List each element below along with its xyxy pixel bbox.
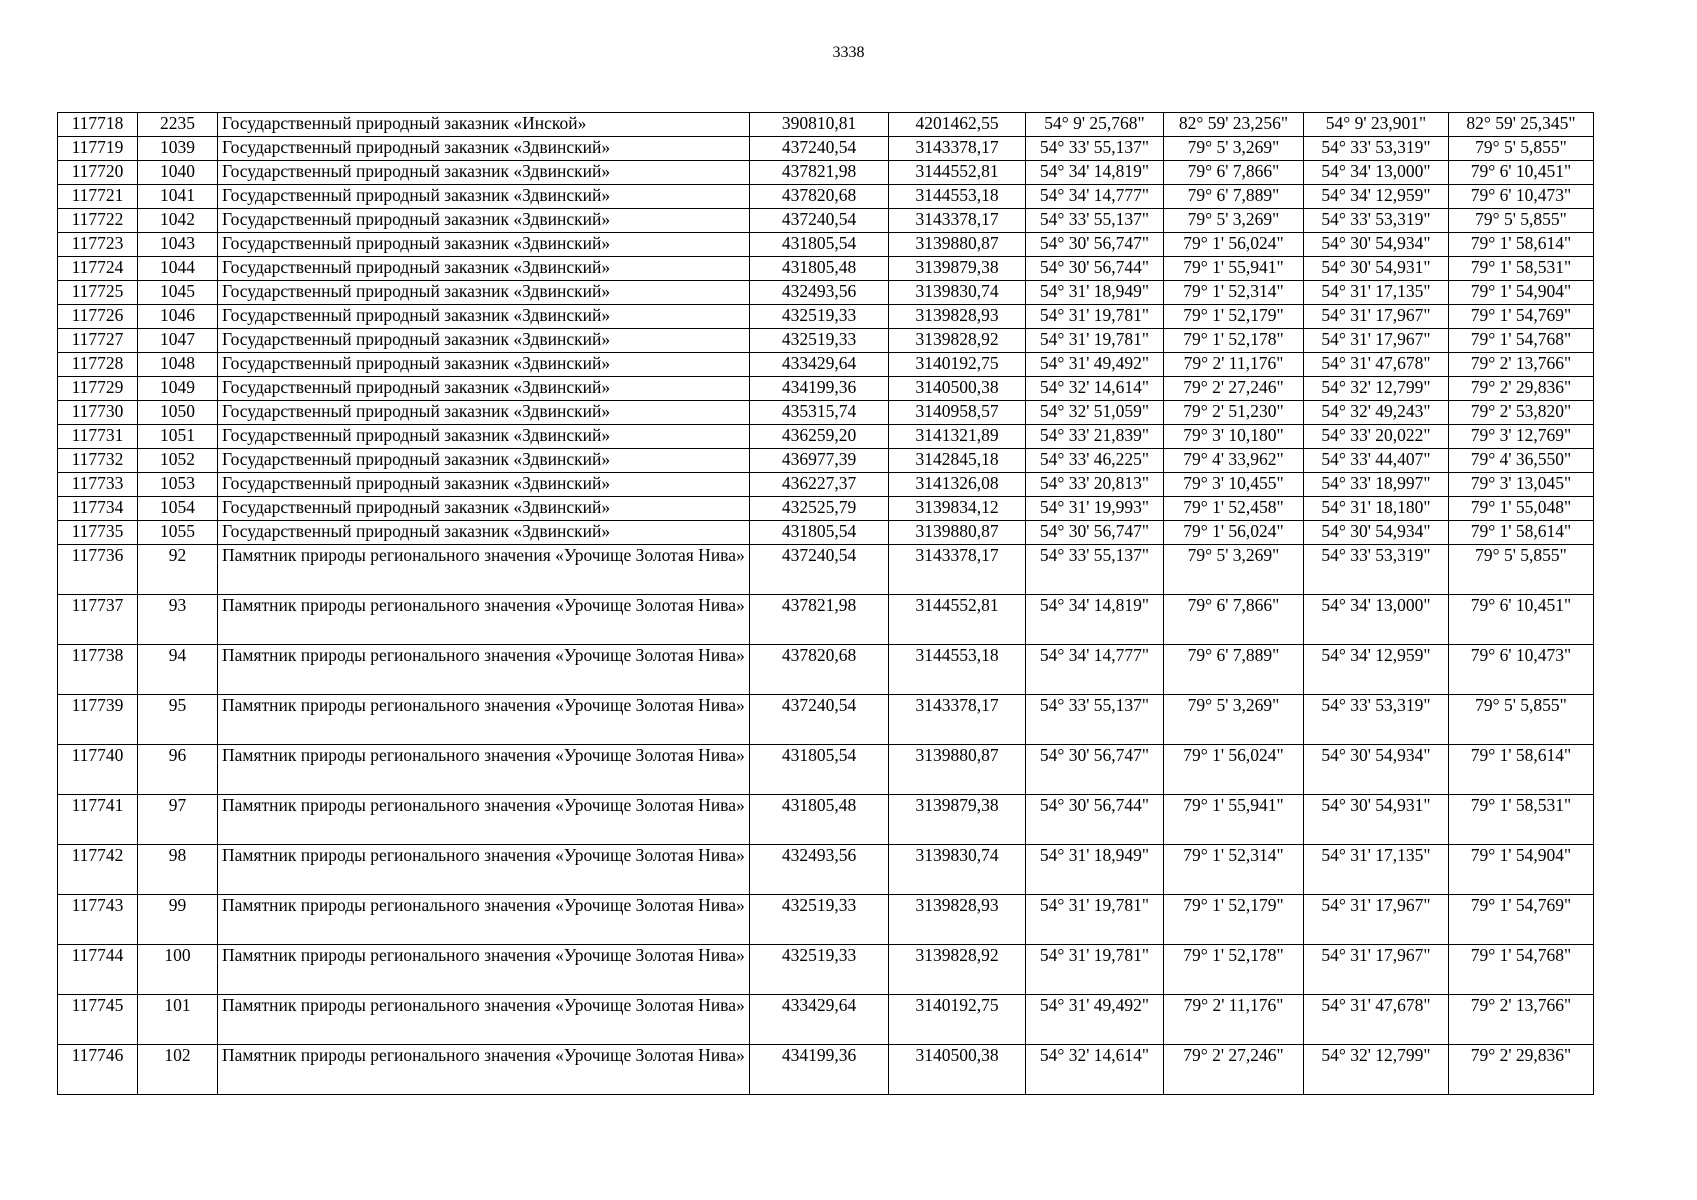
point-number-cell: 100 xyxy=(138,945,218,995)
latitude-1-cell: 54° 31' 19,781" xyxy=(1026,945,1164,995)
table-row xyxy=(58,449,1594,473)
x-coordinate-cell: 437820,68 xyxy=(750,185,889,209)
latitude-1-cell: 54° 31' 18,949" xyxy=(1026,845,1164,895)
table-row xyxy=(58,425,1594,449)
object-name-cell: Памятник природы регионального значения «Урочище Золотая Нива» xyxy=(218,595,750,645)
longitude-2-cell: 79° 5' 5,855" xyxy=(1449,137,1594,161)
table-row xyxy=(58,329,1594,353)
point-number-cell: 1048 xyxy=(138,353,218,377)
longitude-2-cell: 79° 1' 54,904" xyxy=(1449,281,1594,305)
x-coordinate-cell: 431805,48 xyxy=(750,795,889,845)
table-row xyxy=(58,521,1594,545)
object-id-cell: 117732 xyxy=(58,449,138,473)
table-row xyxy=(58,1045,1594,1095)
x-coordinate-cell: 437240,54 xyxy=(750,545,889,595)
latitude-1-cell: 54° 33' 46,225" xyxy=(1026,449,1164,473)
object-name-cell: Государственный природный заказник «Здвинский» xyxy=(218,233,750,257)
object-id-cell: 117740 xyxy=(58,745,138,795)
y-coordinate-cell: 3141321,89 xyxy=(889,425,1026,449)
longitude-2-cell: 79° 1' 58,531" xyxy=(1449,795,1594,845)
latitude-2-cell: 54° 32' 12,799" xyxy=(1304,377,1449,401)
object-name-cell: Государственный природный заказник «Здвинский» xyxy=(218,329,750,353)
x-coordinate-cell: 431805,54 xyxy=(750,521,889,545)
object-id-cell: 117745 xyxy=(58,995,138,1045)
x-coordinate-cell: 434199,36 xyxy=(750,1045,889,1095)
x-coordinate-cell: 434199,36 xyxy=(750,377,889,401)
longitude-2-cell: 79° 1' 58,614" xyxy=(1449,521,1594,545)
object-name-cell: Памятник природы регионального значения «Урочище Золотая Нива» xyxy=(218,795,750,845)
object-name-cell: Государственный природный заказник «Здвинский» xyxy=(218,209,750,233)
object-name-cell: Государственный природный заказник «Здвинский» xyxy=(218,305,750,329)
longitude-1-cell: 79° 3' 10,180" xyxy=(1164,425,1304,449)
point-number-cell: 101 xyxy=(138,995,218,1045)
x-coordinate-cell: 432519,33 xyxy=(750,895,889,945)
y-coordinate-cell: 3139834,12 xyxy=(889,497,1026,521)
longitude-2-cell: 79° 1' 58,614" xyxy=(1449,745,1594,795)
point-number-cell: 92 xyxy=(138,545,218,595)
object-id-cell: 117742 xyxy=(58,845,138,895)
object-id-cell: 117719 xyxy=(58,137,138,161)
x-coordinate-cell: 437821,98 xyxy=(750,161,889,185)
latitude-1-cell: 54° 31' 49,492" xyxy=(1026,995,1164,1045)
latitude-1-cell: 54° 31' 19,993" xyxy=(1026,497,1164,521)
object-name-cell: Государственный природный заказник «Здвинский» xyxy=(218,521,750,545)
point-number-cell: 1052 xyxy=(138,449,218,473)
x-coordinate-cell: 432525,79 xyxy=(750,497,889,521)
y-coordinate-cell: 3143378,17 xyxy=(889,695,1026,745)
longitude-1-cell: 82° 59' 23,256" xyxy=(1164,113,1304,137)
y-coordinate-cell: 3139830,74 xyxy=(889,281,1026,305)
latitude-1-cell: 54° 31' 19,781" xyxy=(1026,305,1164,329)
object-id-cell: 117731 xyxy=(58,425,138,449)
longitude-2-cell: 79° 1' 55,048" xyxy=(1449,497,1594,521)
longitude-1-cell: 79° 2' 27,246" xyxy=(1164,1045,1304,1095)
y-coordinate-cell: 3139828,93 xyxy=(889,895,1026,945)
table-row xyxy=(58,595,1594,645)
object-name-cell: Государственный природный заказник «Здвинский» xyxy=(218,401,750,425)
object-name-cell: Памятник природы регионального значения «Урочище Золотая Нива» xyxy=(218,695,750,745)
latitude-2-cell: 54° 34' 13,000" xyxy=(1304,595,1449,645)
latitude-1-cell: 54° 31' 19,781" xyxy=(1026,895,1164,945)
latitude-2-cell: 54° 34' 12,959" xyxy=(1304,185,1449,209)
x-coordinate-cell: 390810,81 xyxy=(750,113,889,137)
latitude-1-cell: 54° 30' 56,747" xyxy=(1026,233,1164,257)
latitude-2-cell: 54° 31' 17,967" xyxy=(1304,945,1449,995)
latitude-2-cell: 54° 30' 54,934" xyxy=(1304,233,1449,257)
y-coordinate-cell: 3144553,18 xyxy=(889,185,1026,209)
object-name-cell: Государственный природный заказник «Здвинский» xyxy=(218,353,750,377)
table-row xyxy=(58,497,1594,521)
object-name-cell: Государственный природный заказник «Инской» xyxy=(218,113,750,137)
object-name-cell: Государственный природный заказник «Здвинский» xyxy=(218,449,750,473)
object-id-cell: 117722 xyxy=(58,209,138,233)
latitude-1-cell: 54° 33' 55,137" xyxy=(1026,545,1164,595)
latitude-1-cell: 54° 30' 56,747" xyxy=(1026,521,1164,545)
object-name-cell: Памятник природы регионального значения «Урочище Золотая Нива» xyxy=(218,945,750,995)
longitude-2-cell: 79° 2' 13,766" xyxy=(1449,995,1594,1045)
x-coordinate-cell: 431805,54 xyxy=(750,233,889,257)
latitude-1-cell: 54° 33' 55,137" xyxy=(1026,209,1164,233)
object-id-cell: 117718 xyxy=(58,113,138,137)
x-coordinate-cell: 436259,20 xyxy=(750,425,889,449)
latitude-1-cell: 54° 30' 56,744" xyxy=(1026,795,1164,845)
point-number-cell: 1044 xyxy=(138,257,218,281)
table-row xyxy=(58,645,1594,695)
y-coordinate-cell: 3143378,17 xyxy=(889,545,1026,595)
x-coordinate-cell: 431805,54 xyxy=(750,745,889,795)
longitude-2-cell: 79° 5' 5,855" xyxy=(1449,695,1594,745)
x-coordinate-cell: 436977,39 xyxy=(750,449,889,473)
point-number-cell: 1045 xyxy=(138,281,218,305)
x-coordinate-cell: 433429,64 xyxy=(750,353,889,377)
latitude-1-cell: 54° 32' 14,614" xyxy=(1026,377,1164,401)
longitude-1-cell: 79° 4' 33,962" xyxy=(1164,449,1304,473)
latitude-1-cell: 54° 34' 14,819" xyxy=(1026,161,1164,185)
table-row xyxy=(58,377,1594,401)
latitude-2-cell: 54° 33' 53,319" xyxy=(1304,137,1449,161)
latitude-2-cell: 54° 31' 18,180" xyxy=(1304,497,1449,521)
latitude-2-cell: 54° 31' 17,967" xyxy=(1304,895,1449,945)
longitude-2-cell: 79° 1' 54,769" xyxy=(1449,305,1594,329)
point-number-cell: 1051 xyxy=(138,425,218,449)
longitude-1-cell: 79° 6' 7,866" xyxy=(1164,595,1304,645)
longitude-2-cell: 79° 6' 10,473" xyxy=(1449,645,1594,695)
longitude-1-cell: 79° 1' 52,178" xyxy=(1164,945,1304,995)
latitude-2-cell: 54° 30' 54,931" xyxy=(1304,795,1449,845)
y-coordinate-cell: 3139879,38 xyxy=(889,257,1026,281)
point-number-cell: 1054 xyxy=(138,497,218,521)
object-id-cell: 117733 xyxy=(58,473,138,497)
y-coordinate-cell: 3143378,17 xyxy=(889,137,1026,161)
object-id-cell: 117720 xyxy=(58,161,138,185)
longitude-1-cell: 79° 1' 55,941" xyxy=(1164,795,1304,845)
longitude-1-cell: 79° 1' 56,024" xyxy=(1164,233,1304,257)
longitude-2-cell: 79° 1' 58,531" xyxy=(1449,257,1594,281)
latitude-2-cell: 54° 31' 17,967" xyxy=(1304,305,1449,329)
object-id-cell: 117741 xyxy=(58,795,138,845)
x-coordinate-cell: 433429,64 xyxy=(750,995,889,1045)
longitude-2-cell: 79° 6' 10,451" xyxy=(1449,595,1594,645)
object-name-cell: Государственный природный заказник «Здвинский» xyxy=(218,281,750,305)
point-number-cell: 1040 xyxy=(138,161,218,185)
table-row xyxy=(58,161,1594,185)
page-number: 3338 xyxy=(832,44,865,61)
y-coordinate-cell: 3139830,74 xyxy=(889,845,1026,895)
y-coordinate-cell: 4201462,55 xyxy=(889,113,1026,137)
y-coordinate-cell: 3140192,75 xyxy=(889,353,1026,377)
object-id-cell: 117727 xyxy=(58,329,138,353)
y-coordinate-cell: 3143378,17 xyxy=(889,209,1026,233)
table-row xyxy=(58,353,1594,377)
table-row xyxy=(58,845,1594,895)
y-coordinate-cell: 3140500,38 xyxy=(889,377,1026,401)
latitude-1-cell: 54° 31' 49,492" xyxy=(1026,353,1164,377)
point-number-cell: 1047 xyxy=(138,329,218,353)
x-coordinate-cell: 431805,48 xyxy=(750,257,889,281)
object-name-cell: Памятник природы регионального значения «Урочище Золотая Нива» xyxy=(218,745,750,795)
longitude-1-cell: 79° 6' 7,889" xyxy=(1164,185,1304,209)
latitude-1-cell: 54° 34' 14,819" xyxy=(1026,595,1164,645)
latitude-1-cell: 54° 30' 56,747" xyxy=(1026,745,1164,795)
longitude-2-cell: 79° 2' 29,836" xyxy=(1449,1045,1594,1095)
object-id-cell: 117743 xyxy=(58,895,138,945)
latitude-2-cell: 54° 9' 23,901" xyxy=(1304,113,1449,137)
latitude-2-cell: 54° 33' 44,407" xyxy=(1304,449,1449,473)
x-coordinate-cell: 432519,33 xyxy=(750,305,889,329)
point-number-cell: 102 xyxy=(138,1045,218,1095)
table-row xyxy=(58,945,1594,995)
table-row xyxy=(58,695,1594,745)
object-name-cell: Памятник природы регионального значения «Урочище Золотая Нива» xyxy=(218,995,750,1045)
y-coordinate-cell: 3139880,87 xyxy=(889,233,1026,257)
table-row xyxy=(58,895,1594,945)
x-coordinate-cell: 435315,74 xyxy=(750,401,889,425)
latitude-2-cell: 54° 30' 54,934" xyxy=(1304,745,1449,795)
longitude-1-cell: 79° 1' 52,179" xyxy=(1164,895,1304,945)
y-coordinate-cell: 3139828,93 xyxy=(889,305,1026,329)
latitude-2-cell: 54° 32' 12,799" xyxy=(1304,1045,1449,1095)
x-coordinate-cell: 432493,56 xyxy=(750,281,889,305)
y-coordinate-cell: 3139880,87 xyxy=(889,521,1026,545)
longitude-2-cell: 79° 5' 5,855" xyxy=(1449,545,1594,595)
y-coordinate-cell: 3140500,38 xyxy=(889,1045,1026,1095)
object-name-cell: Государственный природный заказник «Здвинский» xyxy=(218,425,750,449)
longitude-2-cell: 82° 59' 25,345" xyxy=(1449,113,1594,137)
longitude-1-cell: 79° 5' 3,269" xyxy=(1164,695,1304,745)
longitude-2-cell: 79° 1' 54,904" xyxy=(1449,845,1594,895)
latitude-1-cell: 54° 31' 18,949" xyxy=(1026,281,1164,305)
latitude-2-cell: 54° 32' 49,243" xyxy=(1304,401,1449,425)
longitude-2-cell: 79° 1' 54,769" xyxy=(1449,895,1594,945)
point-number-cell: 1049 xyxy=(138,377,218,401)
object-id-cell: 117730 xyxy=(58,401,138,425)
latitude-1-cell: 54° 33' 55,137" xyxy=(1026,137,1164,161)
table-row xyxy=(58,281,1594,305)
point-number-cell: 1053 xyxy=(138,473,218,497)
table-row xyxy=(58,233,1594,257)
object-id-cell: 117739 xyxy=(58,695,138,745)
point-number-cell: 95 xyxy=(138,695,218,745)
point-number-cell: 1055 xyxy=(138,521,218,545)
latitude-1-cell: 54° 32' 14,614" xyxy=(1026,1045,1164,1095)
latitude-2-cell: 54° 31' 17,135" xyxy=(1304,281,1449,305)
latitude-2-cell: 54° 33' 53,319" xyxy=(1304,695,1449,745)
latitude-1-cell: 54° 32' 51,059" xyxy=(1026,401,1164,425)
latitude-2-cell: 54° 33' 53,319" xyxy=(1304,209,1449,233)
object-id-cell: 117729 xyxy=(58,377,138,401)
table-row xyxy=(58,401,1594,425)
latitude-1-cell: 54° 31' 19,781" xyxy=(1026,329,1164,353)
longitude-2-cell: 79° 2' 29,836" xyxy=(1449,377,1594,401)
x-coordinate-cell: 437240,54 xyxy=(750,695,889,745)
point-number-cell: 1046 xyxy=(138,305,218,329)
longitude-2-cell: 79° 3' 13,045" xyxy=(1449,473,1594,497)
y-coordinate-cell: 3139828,92 xyxy=(889,329,1026,353)
point-number-cell: 96 xyxy=(138,745,218,795)
object-id-cell: 117744 xyxy=(58,945,138,995)
longitude-1-cell: 79° 1' 52,458" xyxy=(1164,497,1304,521)
longitude-1-cell: 79° 2' 11,176" xyxy=(1164,995,1304,1045)
y-coordinate-cell: 3139828,92 xyxy=(889,945,1026,995)
longitude-1-cell: 79° 5' 3,269" xyxy=(1164,137,1304,161)
latitude-1-cell: 54° 34' 14,777" xyxy=(1026,185,1164,209)
latitude-2-cell: 54° 34' 12,959" xyxy=(1304,645,1449,695)
longitude-2-cell: 79° 2' 13,766" xyxy=(1449,353,1594,377)
latitude-2-cell: 54° 33' 20,022" xyxy=(1304,425,1449,449)
object-id-cell: 117735 xyxy=(58,521,138,545)
longitude-2-cell: 79° 1' 54,768" xyxy=(1449,329,1594,353)
y-coordinate-cell: 3140958,57 xyxy=(889,401,1026,425)
object-name-cell: Государственный природный заказник «Здвинский» xyxy=(218,473,750,497)
latitude-2-cell: 54° 31' 17,135" xyxy=(1304,845,1449,895)
longitude-1-cell: 79° 1' 55,941" xyxy=(1164,257,1304,281)
latitude-1-cell: 54° 33' 20,813" xyxy=(1026,473,1164,497)
latitude-2-cell: 54° 33' 18,997" xyxy=(1304,473,1449,497)
latitude-2-cell: 54° 30' 54,931" xyxy=(1304,257,1449,281)
longitude-1-cell: 79° 3' 10,455" xyxy=(1164,473,1304,497)
point-number-cell: 2235 xyxy=(138,113,218,137)
object-id-cell: 117736 xyxy=(58,545,138,595)
x-coordinate-cell: 432519,33 xyxy=(750,945,889,995)
point-number-cell: 1050 xyxy=(138,401,218,425)
object-name-cell: Памятник природы регионального значения «Урочище Золотая Нива» xyxy=(218,845,750,895)
object-id-cell: 117724 xyxy=(58,257,138,281)
object-name-cell: Памятник природы регионального значения «Урочище Золотая Нива» xyxy=(218,895,750,945)
point-number-cell: 94 xyxy=(138,645,218,695)
point-number-cell: 1042 xyxy=(138,209,218,233)
longitude-2-cell: 79° 6' 10,451" xyxy=(1449,161,1594,185)
point-number-cell: 97 xyxy=(138,795,218,845)
y-coordinate-cell: 3141326,08 xyxy=(889,473,1026,497)
latitude-2-cell: 54° 31' 17,967" xyxy=(1304,329,1449,353)
table-row xyxy=(58,209,1594,233)
point-number-cell: 99 xyxy=(138,895,218,945)
object-id-cell: 117725 xyxy=(58,281,138,305)
object-name-cell: Государственный природный заказник «Здвинский» xyxy=(218,257,750,281)
longitude-2-cell: 79° 1' 58,614" xyxy=(1449,233,1594,257)
object-id-cell: 117734 xyxy=(58,497,138,521)
x-coordinate-cell: 432519,33 xyxy=(750,329,889,353)
y-coordinate-cell: 3140192,75 xyxy=(889,995,1026,1045)
object-id-cell: 117746 xyxy=(58,1045,138,1095)
point-number-cell: 93 xyxy=(138,595,218,645)
object-name-cell: Государственный природный заказник «Здвинский» xyxy=(218,497,750,521)
table-body xyxy=(58,113,1594,1095)
object-name-cell: Памятник природы регионального значения «Урочище Золотая Нива» xyxy=(218,545,750,595)
longitude-1-cell: 79° 1' 52,314" xyxy=(1164,281,1304,305)
object-id-cell: 117728 xyxy=(58,353,138,377)
object-id-cell: 117737 xyxy=(58,595,138,645)
longitude-1-cell: 79° 1' 52,178" xyxy=(1164,329,1304,353)
longitude-1-cell: 79° 1' 52,314" xyxy=(1164,845,1304,895)
longitude-1-cell: 79° 6' 7,866" xyxy=(1164,161,1304,185)
longitude-1-cell: 79° 5' 3,269" xyxy=(1164,209,1304,233)
latitude-1-cell: 54° 33' 21,839" xyxy=(1026,425,1164,449)
table-row xyxy=(58,113,1594,137)
object-name-cell: Государственный природный заказник «Здвинский» xyxy=(218,137,750,161)
longitude-2-cell: 79° 4' 36,550" xyxy=(1449,449,1594,473)
x-coordinate-cell: 436227,37 xyxy=(750,473,889,497)
table-row xyxy=(58,257,1594,281)
y-coordinate-cell: 3139880,87 xyxy=(889,745,1026,795)
point-number-cell: 1043 xyxy=(138,233,218,257)
longitude-1-cell: 79° 1' 56,024" xyxy=(1164,745,1304,795)
object-name-cell: Государственный природный заказник «Здвинский» xyxy=(218,185,750,209)
longitude-1-cell: 79° 2' 11,176" xyxy=(1164,353,1304,377)
table-row xyxy=(58,995,1594,1045)
latitude-2-cell: 54° 30' 54,934" xyxy=(1304,521,1449,545)
table-row xyxy=(58,545,1594,595)
point-number-cell: 1041 xyxy=(138,185,218,209)
longitude-1-cell: 79° 5' 3,269" xyxy=(1164,545,1304,595)
latitude-1-cell: 54° 9' 25,768" xyxy=(1026,113,1164,137)
point-number-cell: 98 xyxy=(138,845,218,895)
y-coordinate-cell: 3142845,18 xyxy=(889,449,1026,473)
object-id-cell: 117721 xyxy=(58,185,138,209)
x-coordinate-cell: 437820,68 xyxy=(750,645,889,695)
latitude-1-cell: 54° 30' 56,744" xyxy=(1026,257,1164,281)
object-id-cell: 117723 xyxy=(58,233,138,257)
latitude-1-cell: 54° 34' 14,777" xyxy=(1026,645,1164,695)
x-coordinate-cell: 432493,56 xyxy=(750,845,889,895)
longitude-1-cell: 79° 1' 52,179" xyxy=(1164,305,1304,329)
longitude-2-cell: 79° 2' 53,820" xyxy=(1449,401,1594,425)
y-coordinate-cell: 3139879,38 xyxy=(889,795,1026,845)
latitude-1-cell: 54° 33' 55,137" xyxy=(1026,695,1164,745)
longitude-1-cell: 79° 1' 56,024" xyxy=(1164,521,1304,545)
table-row xyxy=(58,795,1594,845)
longitude-1-cell: 79° 6' 7,889" xyxy=(1164,645,1304,695)
latitude-2-cell: 54° 31' 47,678" xyxy=(1304,995,1449,1045)
table-row xyxy=(58,473,1594,497)
table-row xyxy=(58,745,1594,795)
y-coordinate-cell: 3144553,18 xyxy=(889,645,1026,695)
object-id-cell: 117726 xyxy=(58,305,138,329)
x-coordinate-cell: 437240,54 xyxy=(750,209,889,233)
object-name-cell: Государственный природный заказник «Здвинский» xyxy=(218,161,750,185)
point-number-cell: 1039 xyxy=(138,137,218,161)
object-name-cell: Государственный природный заказник «Здвинский» xyxy=(218,377,750,401)
latitude-2-cell: 54° 31' 47,678" xyxy=(1304,353,1449,377)
table-row xyxy=(58,305,1594,329)
longitude-1-cell: 79° 2' 51,230" xyxy=(1164,401,1304,425)
object-name-cell: Памятник природы регионального значения «Урочище Золотая Нива» xyxy=(218,1045,750,1095)
longitude-1-cell: 79° 2' 27,246" xyxy=(1164,377,1304,401)
x-coordinate-cell: 437240,54 xyxy=(750,137,889,161)
longitude-2-cell: 79° 1' 54,768" xyxy=(1449,945,1594,995)
latitude-2-cell: 54° 34' 13,000" xyxy=(1304,161,1449,185)
longitude-2-cell: 79° 3' 12,769" xyxy=(1449,425,1594,449)
object-name-cell: Памятник природы регионального значения «Урочище Золотая Нива» xyxy=(218,645,750,695)
y-coordinate-cell: 3144552,81 xyxy=(889,595,1026,645)
longitude-2-cell: 79° 6' 10,473" xyxy=(1449,185,1594,209)
object-id-cell: 117738 xyxy=(58,645,138,695)
longitude-2-cell: 79° 5' 5,855" xyxy=(1449,209,1594,233)
y-coordinate-cell: 3144552,81 xyxy=(889,161,1026,185)
latitude-2-cell: 54° 33' 53,319" xyxy=(1304,545,1449,595)
table-row xyxy=(58,137,1594,161)
coordinates-table xyxy=(57,112,1594,1095)
table-row xyxy=(58,185,1594,209)
x-coordinate-cell: 437821,98 xyxy=(750,595,889,645)
